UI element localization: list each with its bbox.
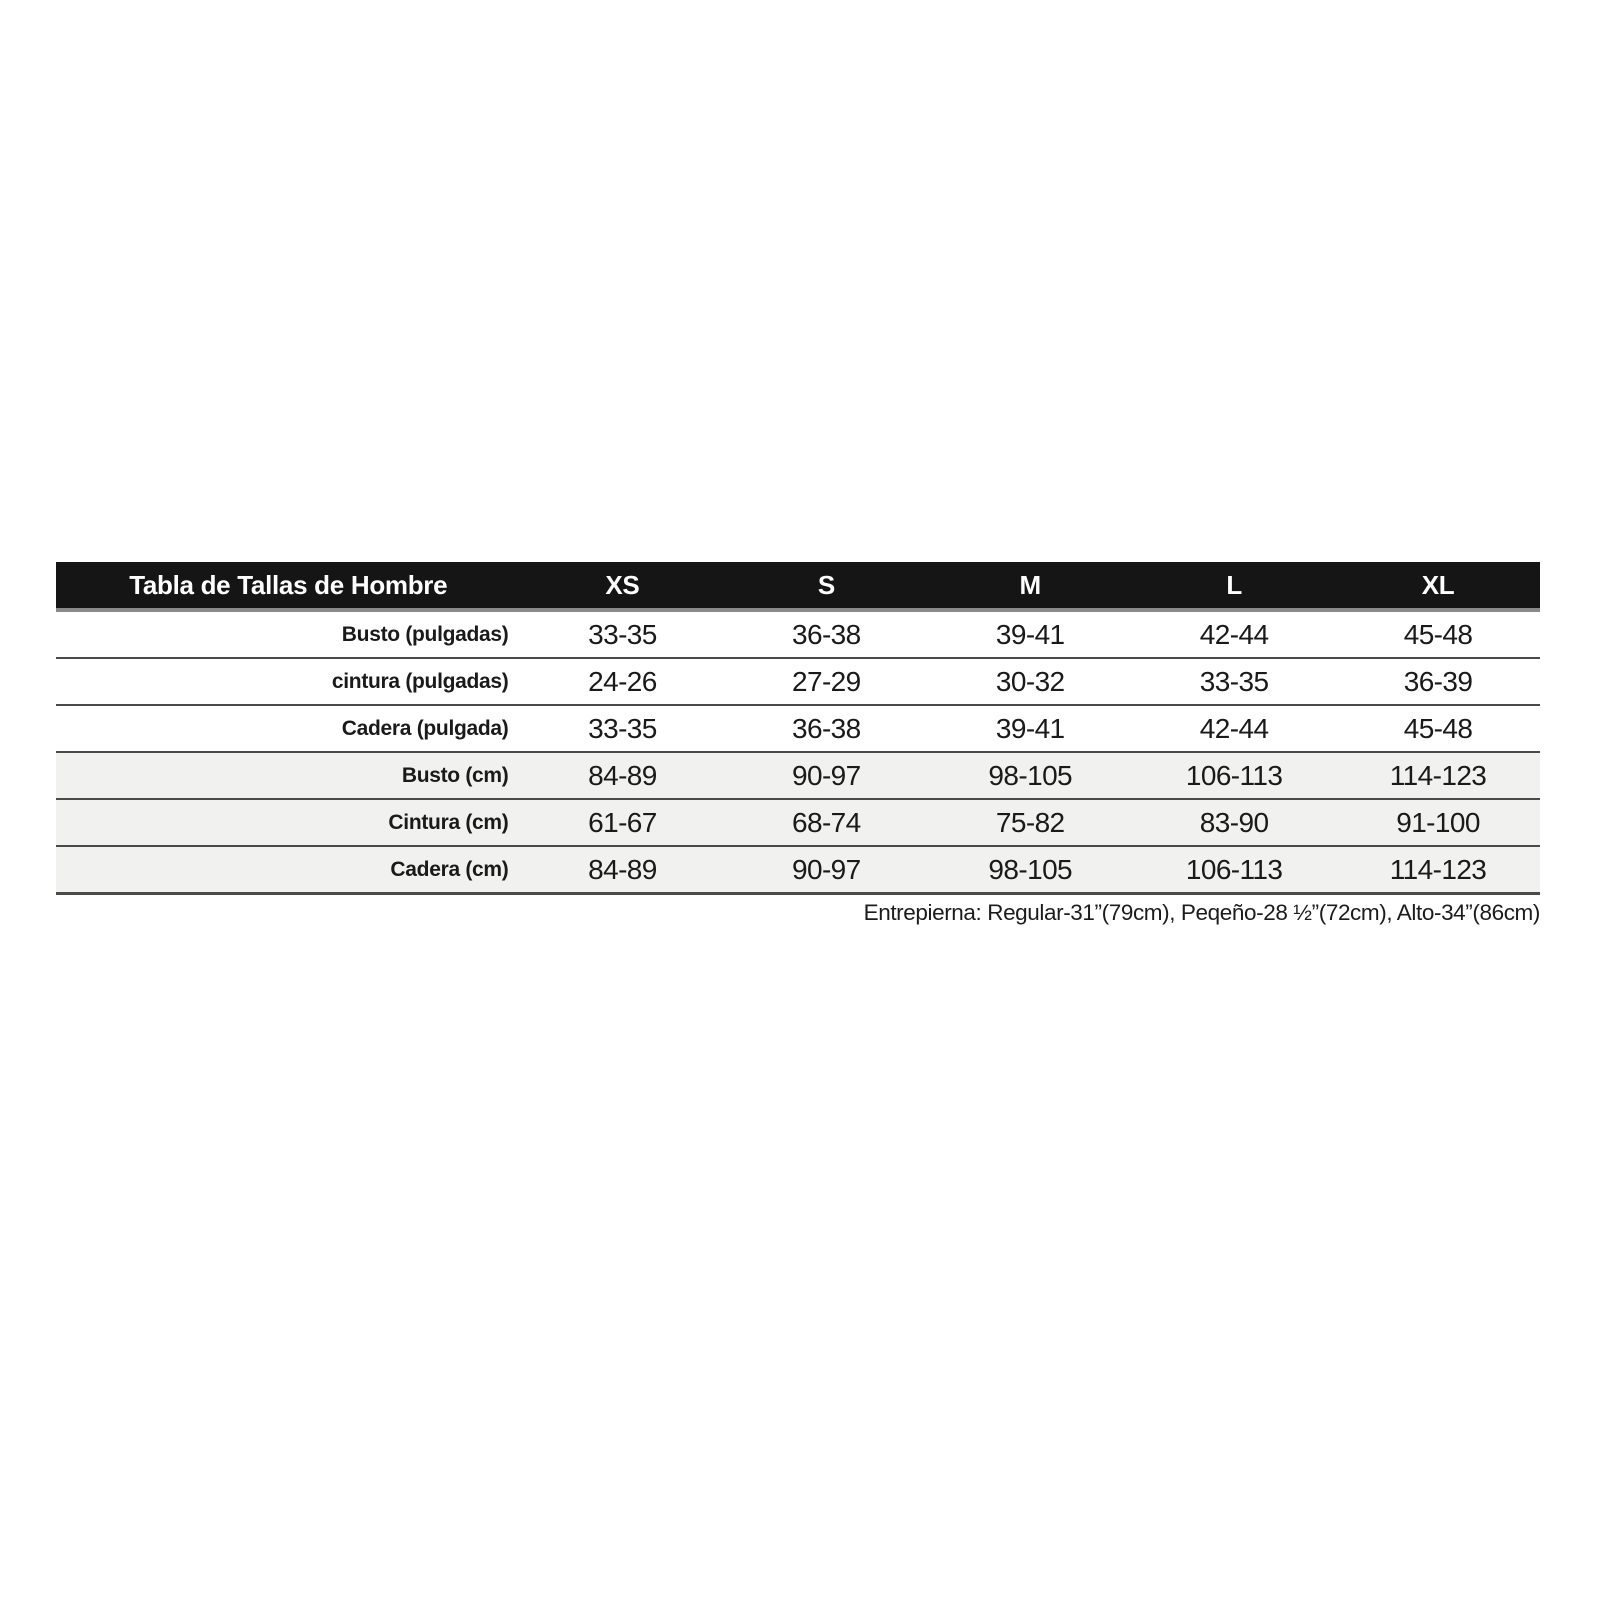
cell-value: 106-113 — [1132, 752, 1336, 799]
table-row-busto-pulgadas — [56, 610, 1540, 658]
cell-value: 27-29 — [724, 658, 928, 705]
table-row-cintura-pulgadas — [56, 658, 1540, 705]
cell-value: 45-48 — [1336, 610, 1540, 658]
row-label: Busto (cm) — [56, 752, 521, 799]
column-header-xs: XS — [521, 562, 725, 610]
cell-value: 39-41 — [928, 610, 1132, 658]
table-title: Tabla de Tallas de Hombre — [56, 562, 521, 610]
cell-value: 33-35 — [1132, 658, 1336, 705]
cell-value: 36-39 — [1336, 658, 1540, 705]
row-label: Busto (pulgadas) — [56, 610, 521, 658]
row-label: Cintura (cm) — [56, 799, 521, 846]
column-header-l: L — [1132, 562, 1336, 610]
size-chart-table — [56, 562, 1540, 895]
column-header-m: M — [928, 562, 1132, 610]
column-header-s: S — [724, 562, 928, 610]
cell-value: 114-123 — [1336, 846, 1540, 894]
cell-value: 36-38 — [724, 705, 928, 752]
cell-value: 45-48 — [1336, 705, 1540, 752]
cell-value: 106-113 — [1132, 846, 1336, 894]
cell-value: 114-123 — [1336, 752, 1540, 799]
table-row-cadera-cm — [56, 846, 1540, 894]
cell-value: 30-32 — [928, 658, 1132, 705]
cell-value: 36-38 — [724, 610, 928, 658]
cell-value: 61-67 — [521, 799, 725, 846]
cell-value: 90-97 — [724, 846, 928, 894]
cell-value: 83-90 — [1132, 799, 1336, 846]
table-row-busto-cm — [56, 752, 1540, 799]
cell-value: 33-35 — [521, 705, 725, 752]
cell-value: 24-26 — [521, 658, 725, 705]
cell-value: 33-35 — [521, 610, 725, 658]
cell-value: 91-100 — [1336, 799, 1540, 846]
table-row-cintura-cm — [56, 799, 1540, 846]
row-label: Cadera (cm) — [56, 846, 521, 894]
row-label: cintura (pulgadas) — [56, 658, 521, 705]
cell-value: 68-74 — [724, 799, 928, 846]
cell-value: 98-105 — [928, 752, 1132, 799]
cell-value: 75-82 — [928, 799, 1132, 846]
cell-value: 84-89 — [521, 846, 725, 894]
cell-value: 90-97 — [724, 752, 928, 799]
column-header-xl: XL — [1336, 562, 1540, 610]
row-label: Cadera (pulgada) — [56, 705, 521, 752]
cell-value: 42-44 — [1132, 610, 1336, 658]
cell-value: 42-44 — [1132, 705, 1336, 752]
cell-value: 98-105 — [928, 846, 1132, 894]
size-chart — [56, 562, 1540, 926]
inseam-footnote: Entrepierna: Regular-31”(79cm), Peqeño-28 ½”(72cm), Alto-34”(86cm) — [863, 900, 1540, 925]
table-header-row — [56, 562, 1540, 610]
cell-value: 39-41 — [928, 705, 1132, 752]
cell-value: 84-89 — [521, 752, 725, 799]
table-row-cadera-pulgada — [56, 705, 1540, 752]
